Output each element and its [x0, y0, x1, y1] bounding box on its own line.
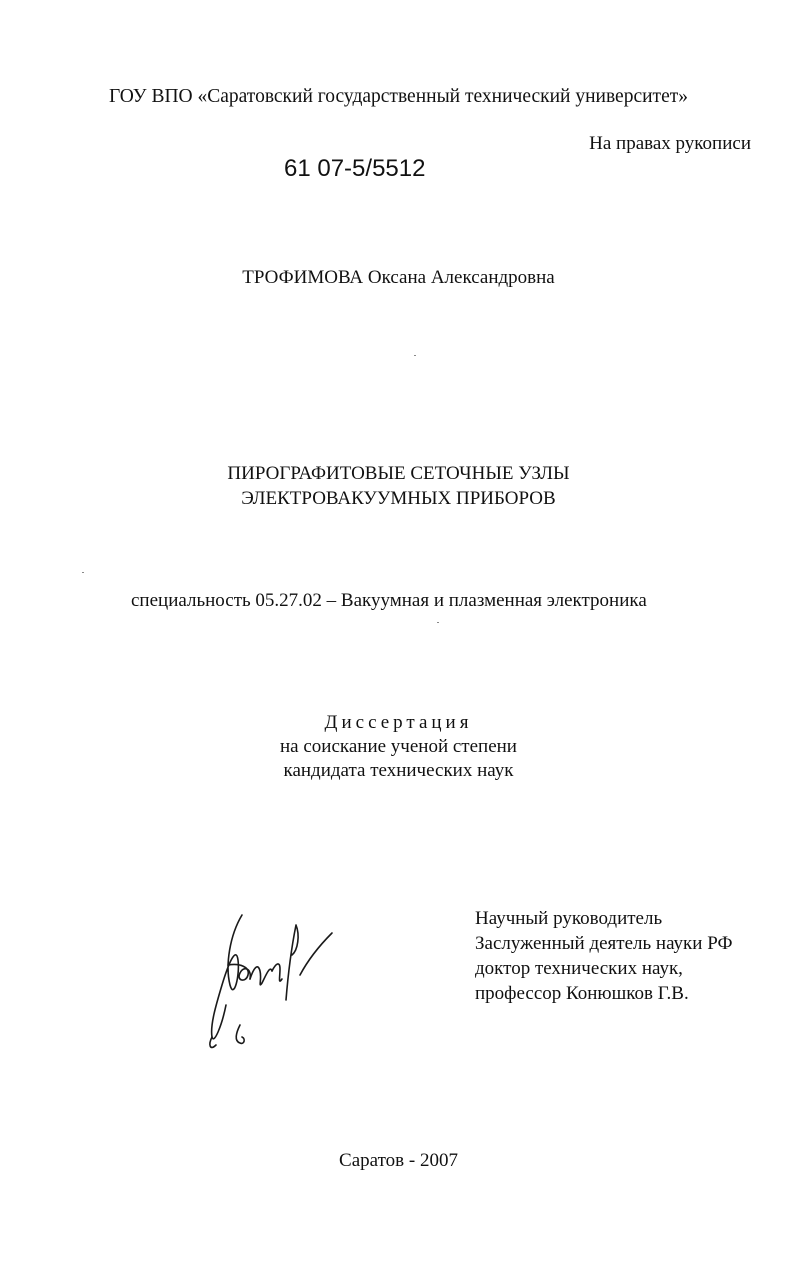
scan-speck — [414, 355, 416, 356]
author-name: ТРОФИМОВА Оксана Александровна — [242, 267, 555, 288]
title-line-2: ЭЛЕКТРОВАКУУМНЫХ ПРИБОРОВ — [241, 488, 556, 509]
advisor-name: профессор Конюшков Г.В. — [475, 983, 689, 1004]
advisor-honor: Заслуженный деятель науки РФ — [475, 933, 733, 954]
scan-speck — [82, 572, 84, 573]
advisor-degree: доктор технических наук, — [475, 958, 683, 979]
city-year: Саратов - 2007 — [339, 1150, 458, 1171]
university-name: ГОУ ВПО «Саратовский государственный технический университет» — [108, 86, 689, 107]
dissertation-degree-line-1: на соискание ученой степени — [280, 736, 517, 757]
title-line-1: ПИРОГРАФИТОВЫЕ СЕТОЧНЫЕ УЗЛЫ — [227, 463, 570, 484]
dissertation-label: Диссертация — [324, 712, 473, 733]
specialty: специальность 05.27.02 – Вакуумная и плазменная электроника — [131, 590, 647, 611]
scan-speck — [437, 622, 439, 623]
rights-notice: На правах рукописи — [589, 133, 751, 154]
signature-icon — [200, 905, 340, 1055]
catalog-code: 61 07-5/5512 — [284, 155, 426, 182]
dissertation-degree-line-2: кандидата технических наук — [283, 760, 514, 781]
advisor-role: Научный руководитель — [475, 908, 663, 929]
